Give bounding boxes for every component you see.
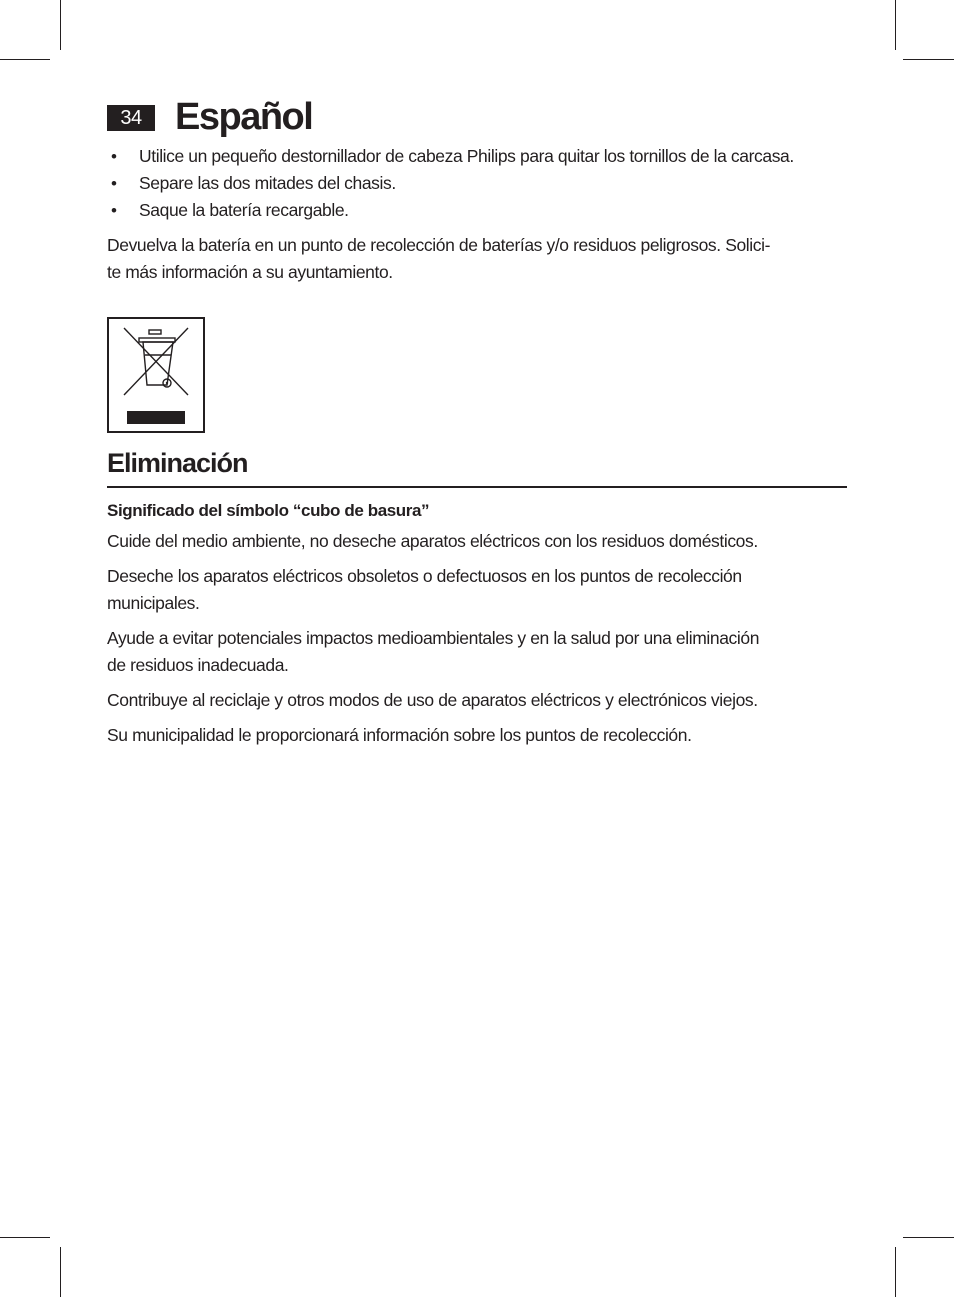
disposal-text: [107, 528, 759, 757]
paragraph-line: de residuos inadecuada.: [107, 655, 289, 675]
paragraph-line: Deseche los aparatos eléctricos obsoletos o defectuosos en los puntos de recolección: [107, 566, 742, 586]
sub-heading: Significado del símbolo “cubo de basura”: [107, 501, 430, 520]
paragraph-line: Devuelva la batería en un punto de recolección de baterías y/o residuos peligrosos. Solici-: [107, 235, 771, 255]
paragraph: [107, 722, 759, 749]
list-item: • Separe las dos mitades del chasis.: [107, 170, 794, 197]
crop-mark-top-right-vertical: [895, 0, 896, 50]
paragraph-line: Contribuye al reciclaje y otros modos de uso de aparatos eléctricos y electrónicos viejos.: [107, 690, 758, 710]
section-divider: [107, 486, 847, 488]
crop-mark-top-left-vertical: [60, 0, 61, 50]
page-title: Español: [175, 96, 313, 138]
solid-bar: [127, 411, 185, 424]
crop-mark-bottom-right-vertical: [895, 1247, 896, 1297]
paragraph: [107, 687, 759, 714]
page-number-badge: 34: [107, 105, 155, 131]
crop-mark-top-right-horizontal: [903, 59, 954, 60]
list-item: • Utilice un pequeño destornillador de cabeza Philips para quitar los tornillos de la carcasa.: [107, 143, 794, 170]
section-heading: Eliminación: [107, 448, 248, 478]
bin-wheel-hub: [166, 382, 168, 384]
bin-handle: [149, 330, 161, 334]
paragraph: [107, 625, 759, 679]
paragraph-line: Cuide del medio ambiente, no deseche aparatos eléctricos con los residuos domésticos.: [107, 531, 758, 551]
list-item: • Saque la batería recargable.: [107, 197, 794, 224]
paragraph-line: Su municipalidad le proporcionará información sobre los puntos de recolección.: [107, 725, 692, 745]
crop-mark-bottom-left-vertical: [60, 1247, 61, 1297]
crop-mark-bottom-left-horizontal: [0, 1237, 50, 1238]
paragraph-line: te más información a su ayuntamiento.: [107, 262, 393, 282]
instruction-list: [107, 143, 794, 224]
paragraph: [107, 563, 759, 617]
paragraph: [107, 528, 759, 555]
crossed-out-wheelie-bin-icon: [109, 319, 203, 431]
battery-disposal-note: [107, 232, 770, 286]
crop-mark-bottom-right-horizontal: [903, 1237, 954, 1238]
crop-mark-top-left-horizontal: [0, 59, 50, 60]
paragraph-line: municipales.: [107, 593, 200, 613]
paragraph-line: Ayude a evitar potenciales impactos medioambientales y en la salud por una eliminación: [107, 628, 760, 648]
weee-symbol-box: [107, 317, 205, 433]
